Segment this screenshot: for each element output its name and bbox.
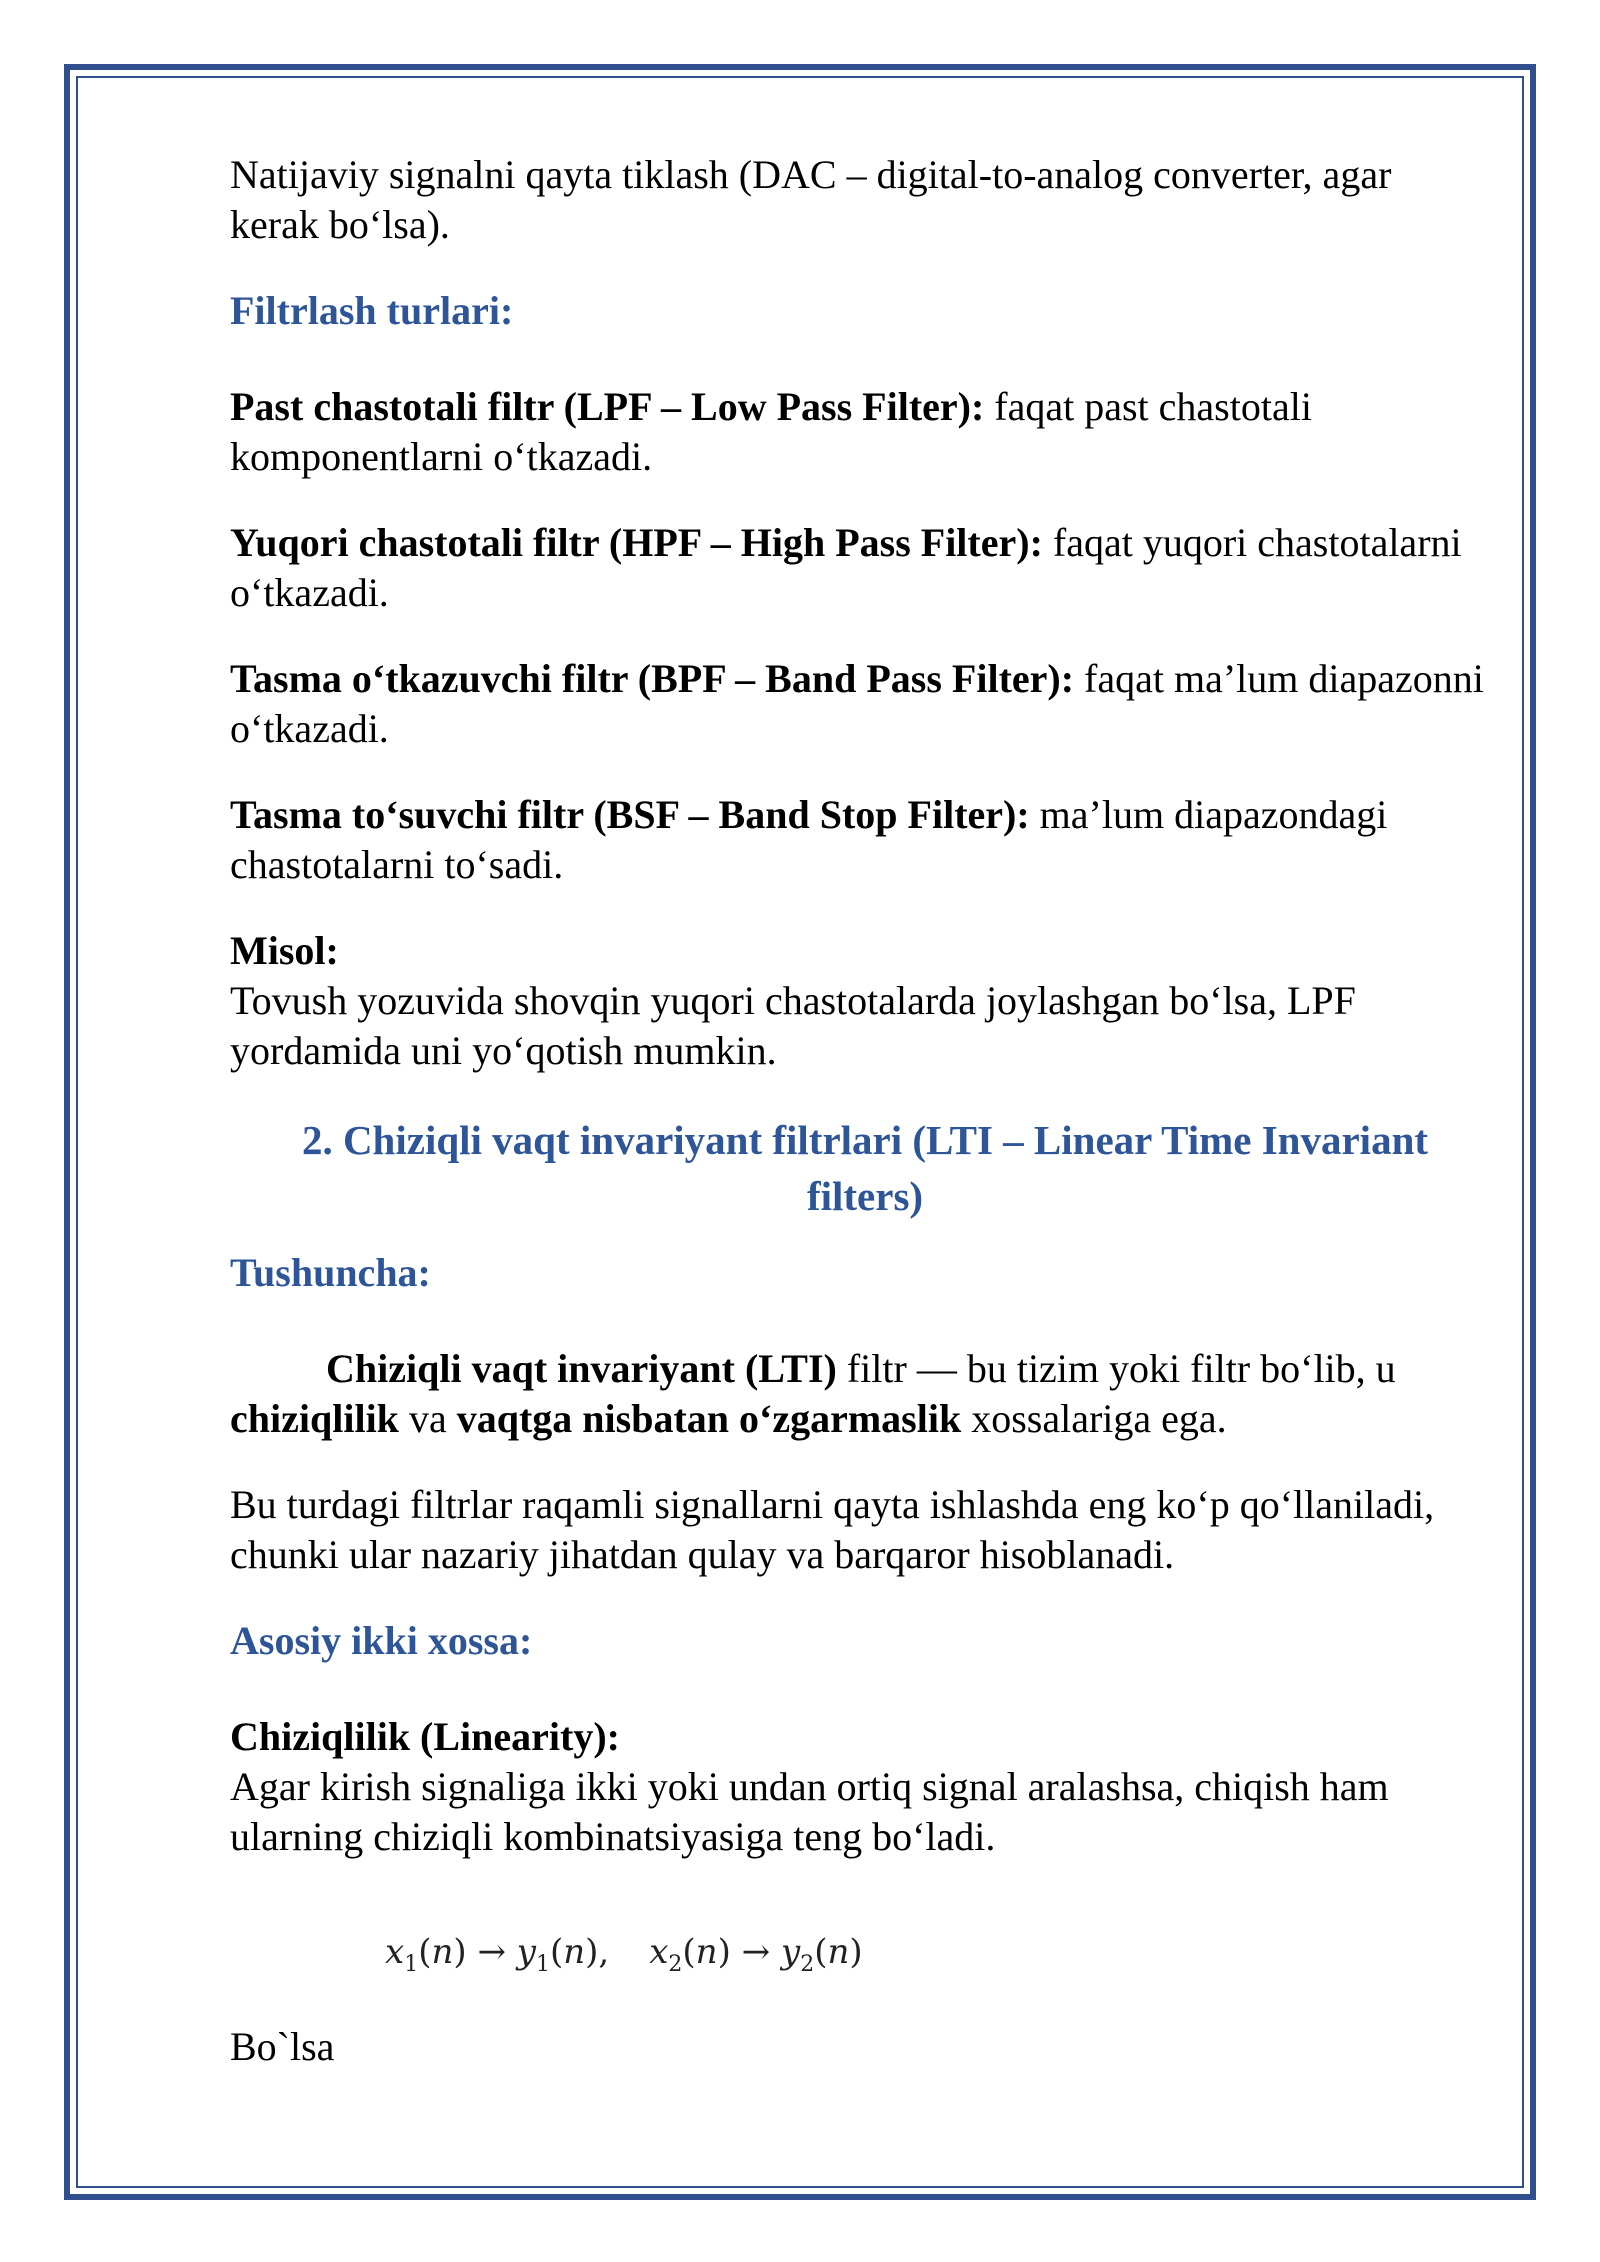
formula-arrow: → xyxy=(741,1932,771,1972)
concept-text-3: xossalariga ega. xyxy=(961,1396,1227,1441)
formula-y1: y xyxy=(516,1932,536,1972)
time-invariance-term: vaqtga nisbatan o‘zgarmaslik xyxy=(456,1396,962,1441)
filter-types-heading: Filtrlash turlari: xyxy=(230,288,514,333)
formula-arrow: → xyxy=(477,1932,506,1972)
formula-n: n xyxy=(827,1932,850,1972)
linearity-formula: $x_1(n) \to y_1(n)$, $x_2(n) \to y_2(n)$ xyxy=(385,1932,863,1977)
filter-desc: faqat ma’lum diapazonni o‘tkazadi. xyxy=(230,656,1484,751)
filter-desc: ma’lum diapazondagi chastotalarni to‘sadi. xyxy=(230,792,1388,887)
section-2-title: 2. Chiziqli vaqt invariyant filtrlari (LTI – Linear Time Invariant filters) xyxy=(301,1117,1429,1219)
formula-n: n xyxy=(695,1932,718,1972)
filter-item-hpf xyxy=(230,518,1490,618)
linearity-label-text: Chiziqlilik (Linearity): xyxy=(230,1714,620,1759)
example-label xyxy=(230,926,1490,976)
formula-sub: 2 xyxy=(668,1951,683,1977)
filter-desc: faqat past chastotali komponentlarni o‘tkazadi. xyxy=(230,384,1312,479)
intro-paragraph: Natijaviy signalni qayta tiklash (DAC – digital-to-analog converter, agar kerak bo‘lsa). xyxy=(230,152,1392,247)
concept-heading: Tushuncha: xyxy=(230,1250,431,1295)
concept-paragraph xyxy=(230,1344,1490,1444)
filter-item-bpf xyxy=(230,654,1490,754)
concept-text-2: va xyxy=(398,1396,457,1441)
formula-n: n xyxy=(431,1932,454,1972)
formula-x1: x xyxy=(385,1932,405,1972)
filter-term: Yuqori chastotali filtr (HPF – High Pass Filter): xyxy=(230,520,1043,565)
linearity-text: Agar kirish signaliga ikki yoki undan ortiq signal aralashsa, chiqish ham ularning chiziqli kombinatsiyasiga teng bo‘ladi. xyxy=(230,1764,1389,1859)
example-text: Tovush yozuvida shovqin yuqori chastotalarda joylashgan bo‘lsa, LPF yordamida uni yo‘qotish mumkin. xyxy=(230,978,1356,1073)
filter-item-lpf xyxy=(230,382,1490,482)
filter-term: Tasma o‘tkazuvchi filtr (BPF – Band Pass Filter): xyxy=(230,656,1075,701)
filter-term: Past chastotali filtr (LPF – Low Pass Filter): xyxy=(230,384,985,429)
formula-sub: 1 xyxy=(535,1951,550,1977)
lti-term: Chiziqli vaqt invariyant (LTI) xyxy=(326,1346,837,1391)
properties-heading: Asosiy ikki xossa: xyxy=(230,1618,533,1663)
formula-comma: , xyxy=(598,1932,610,1972)
linearity-term-inline: chiziqlilik xyxy=(230,1396,399,1441)
formula-n: n xyxy=(563,1932,586,1972)
formula-sub: 1 xyxy=(404,1951,419,1977)
closing-text: Bo`lsa xyxy=(230,2024,335,2069)
filter-term: Tasma to‘suvchi filtr (BSF – Band Stop Filter): xyxy=(230,792,1030,837)
document-content xyxy=(230,150,1490,2072)
formula-x2: x xyxy=(649,1932,669,1972)
concept-text-1: filtr — bu tizim yoki filtr bo‘lib, u xyxy=(836,1346,1396,1391)
filter-desc: faqat yuqori chastotalarni o‘tkazadi. xyxy=(230,520,1462,615)
formula-y2: y xyxy=(780,1932,801,1972)
filter-item-bsf xyxy=(230,790,1490,890)
linearity-label xyxy=(230,1712,1490,1762)
concept-paragraph-2: Bu turdagi filtrlar raqamli signallarni qayta ishlashda eng ko‘p qo‘llaniladi, chunki ular nazariy jihatdan qulay va barqaror hisoblanadi. xyxy=(230,1482,1435,1577)
formula-sub: 2 xyxy=(800,1951,815,1977)
example-label-text: Misol: xyxy=(230,928,339,973)
